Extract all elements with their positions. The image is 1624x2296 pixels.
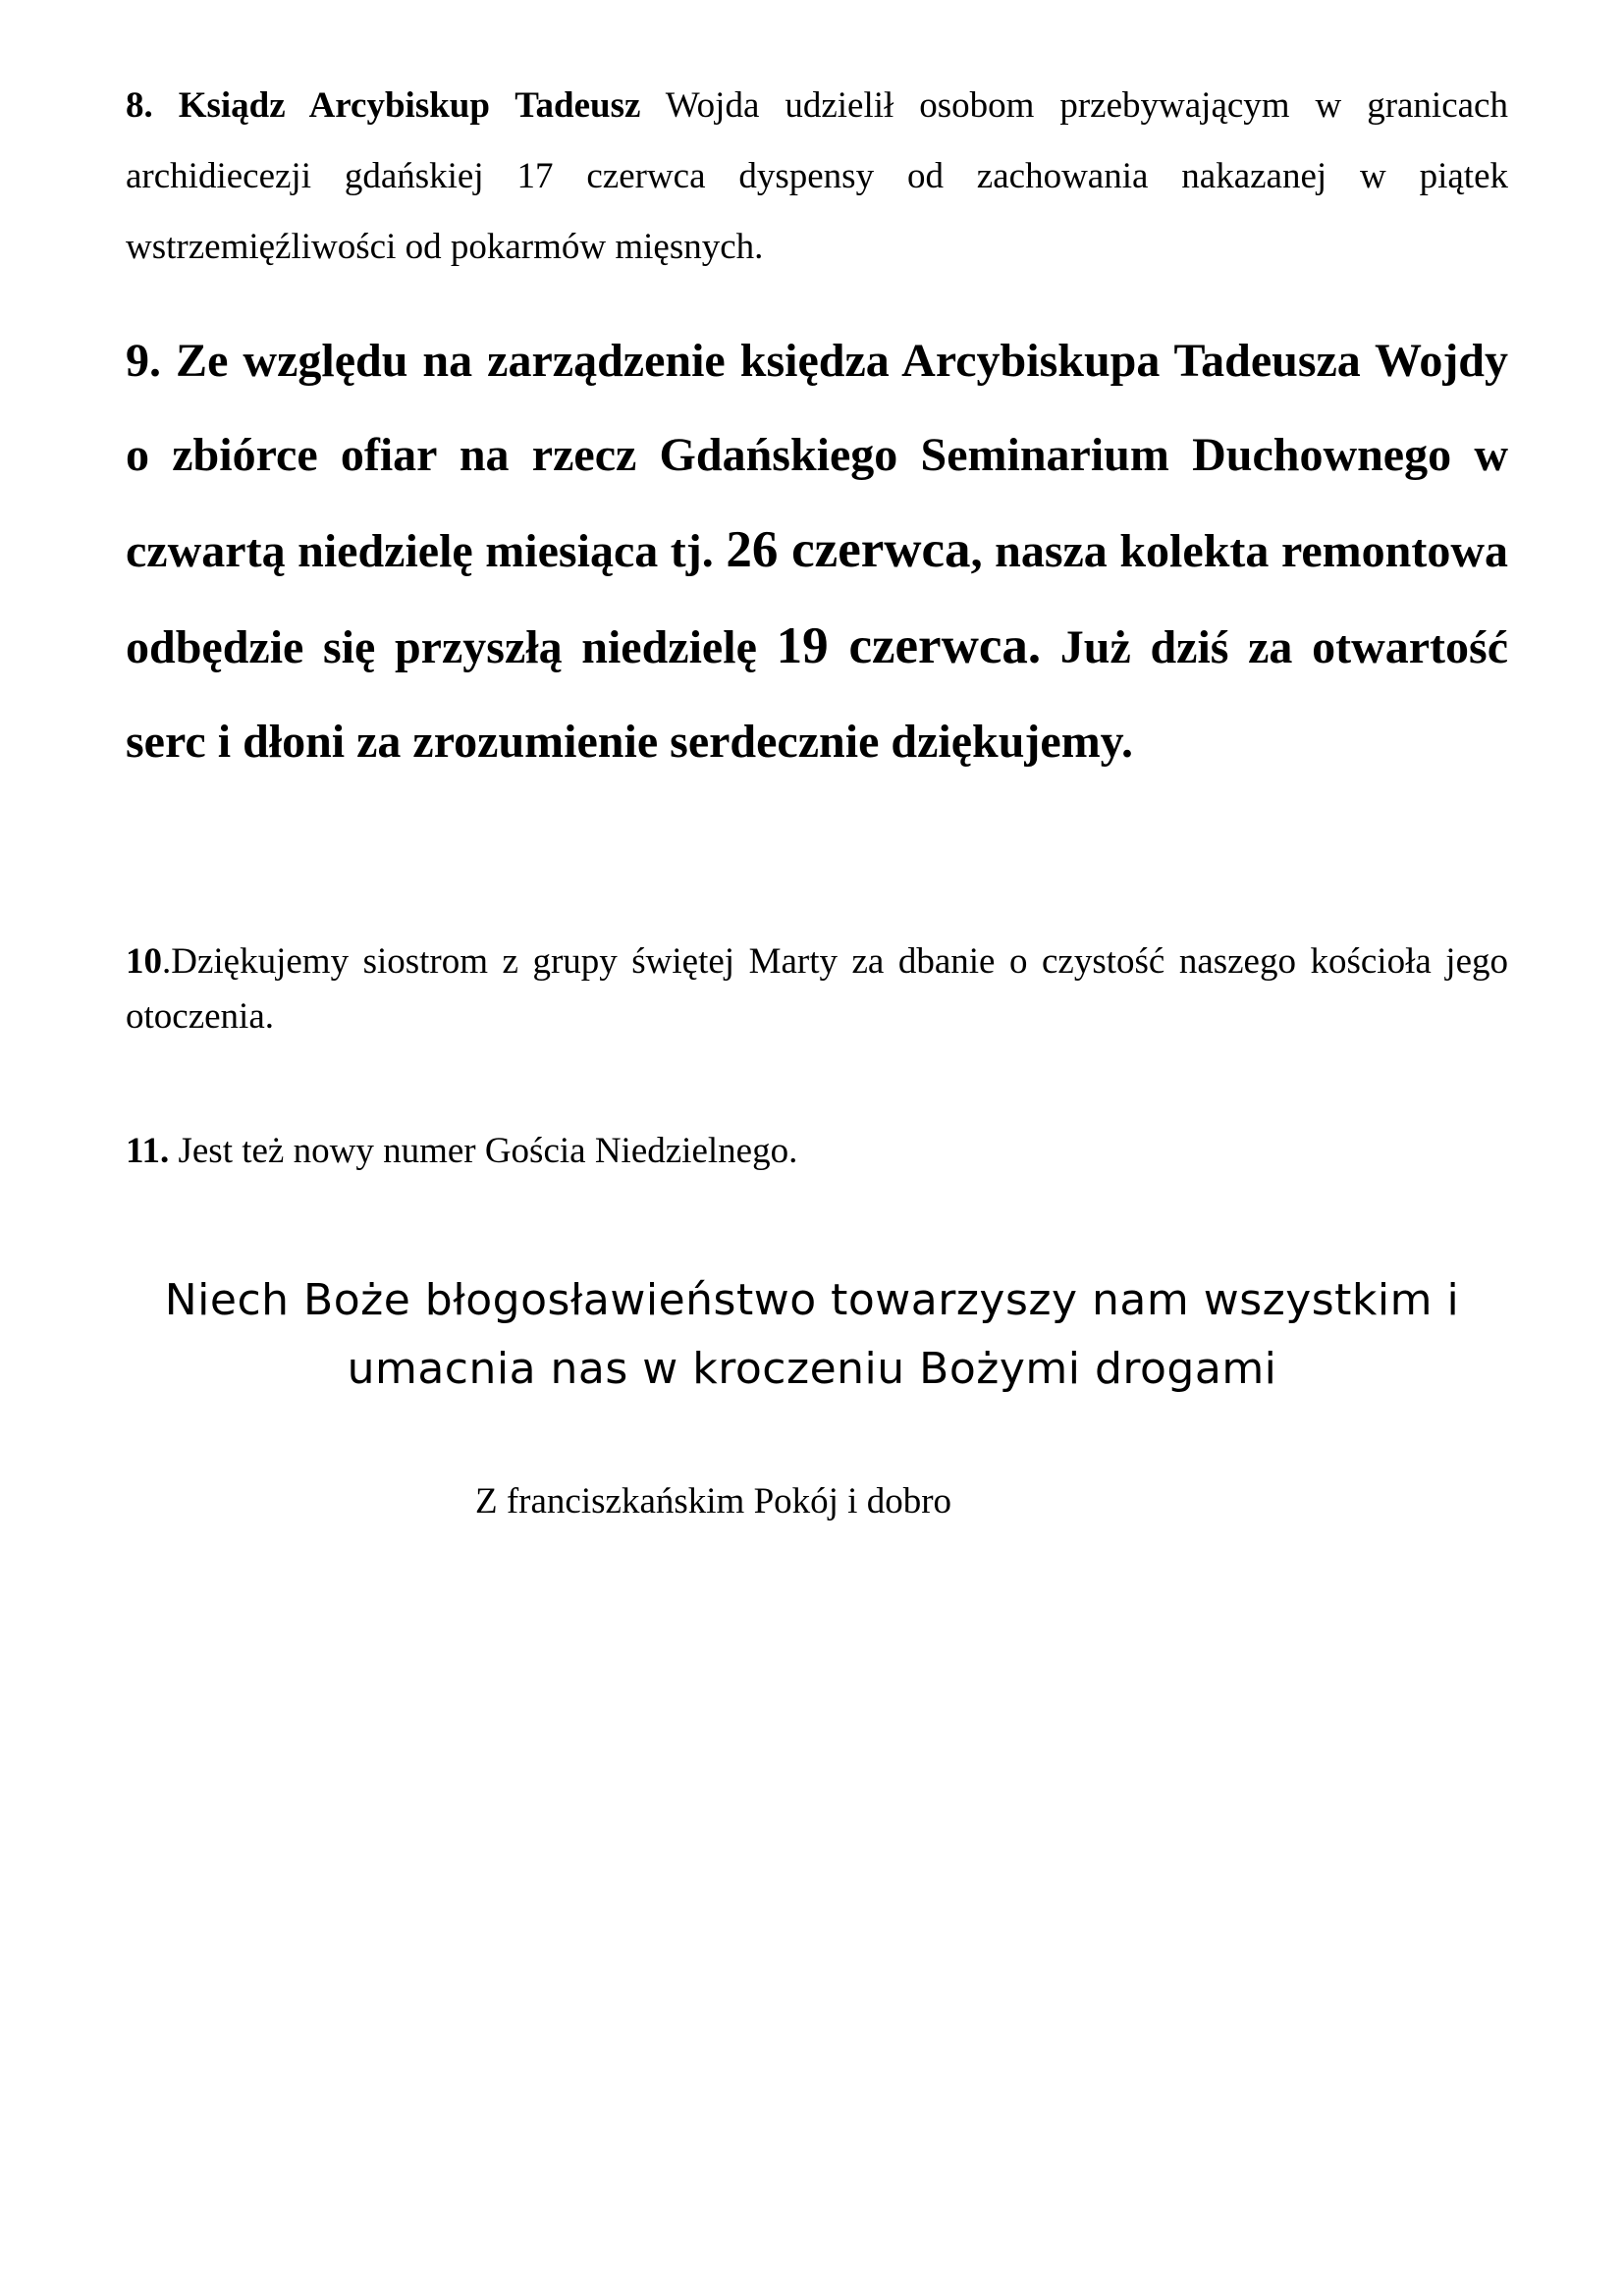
item-text-part2: , nasza kolekta remontowa odbędzie się przyszłą niedzielę	[126, 525, 1509, 673]
announcement-item-11	[126, 1124, 1508, 1179]
item-number: 10	[126, 941, 162, 982]
blessing-text	[98, 1266, 1526, 1404]
blessing-line-1: Niech Boże błogosławieństwo towarzyszy nam wszystkim i	[164, 1275, 1460, 1325]
item-date-1: 26 czerwca	[726, 521, 971, 578]
announcement-item-8	[126, 71, 1508, 283]
item-text-part3: Już dziś za otwartość serc i dłoni za zrozumienie serdecznie dziękujemy.	[126, 621, 1509, 768]
announcement-item-9	[126, 314, 1508, 789]
item-number: 9.	[126, 335, 161, 387]
closing-greeting: Z franciszkańskim Pokój i dobro	[475, 1481, 952, 1522]
item-text-part1: Ze względu na zarządzenie księdza Arcybiskupa Tadeusza Wojdy o zbiórce ofiar na rzecz Gdańskiego Seminarium Duchownego w czwartą niedzielę miesiąca tj.	[126, 335, 1509, 577]
item-text: Jest też nowy numer Gościa Niedzielnego.	[178, 1131, 798, 1171]
item-text: .Dziękujemy siostrom z grupy świętej Marty za dbanie o czystość naszego kościoła jego otoczenia.	[126, 941, 1508, 1037]
announcement-item-10	[126, 934, 1508, 1044]
item-number: 11.	[126, 1131, 170, 1171]
item-text: Wojda udzielił osobom przebywającym w granicach archidiecezji gdańskiej 17 czerwca dyspensy od zachowania nakazanej w piątek wstrzemięźliwości od pokarmów mięsnych.	[126, 85, 1508, 267]
blessing-line-2: umacnia nas w kroczeniu Bożymi drogami	[347, 1344, 1277, 1394]
item-number: 8.	[126, 85, 153, 126]
item-date-2: 19 czerwca.	[776, 617, 1042, 674]
item-bold-lead: Ksiądz Arcybiskup Tadeusz	[178, 85, 641, 126]
